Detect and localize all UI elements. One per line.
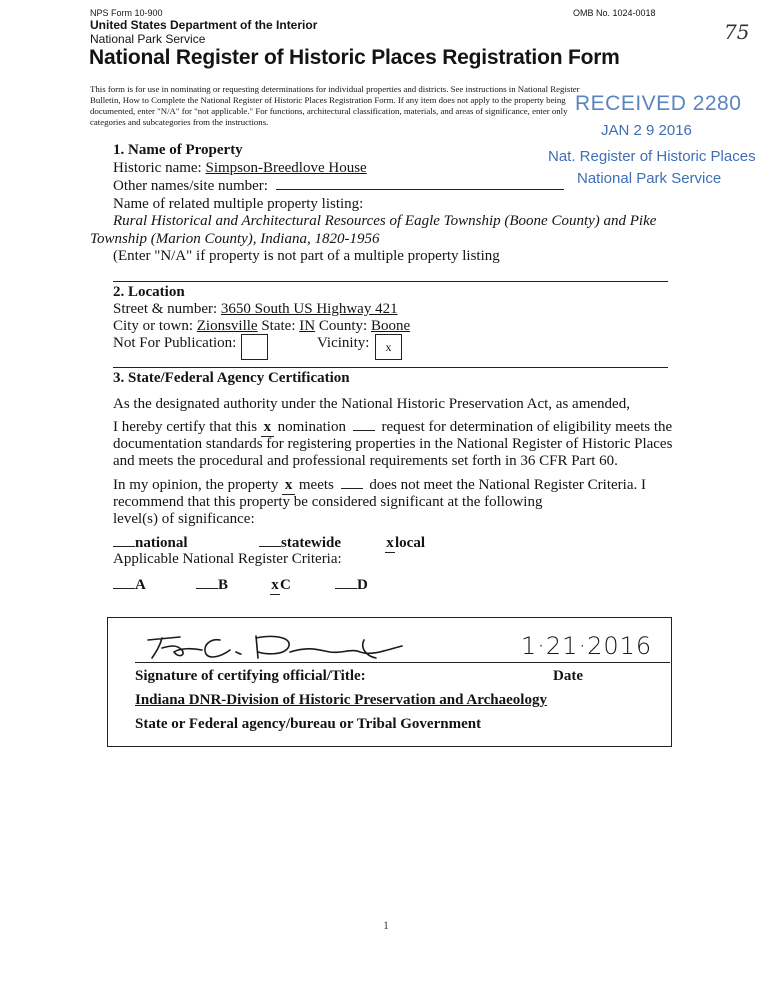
national-check[interactable] [113,546,135,547]
local-label: local [395,535,425,551]
certify-text: I hereby certify that this [113,419,258,435]
historic-name-value: Simpson-Breedlove House [205,160,367,176]
criterion-a-check[interactable] [113,588,135,589]
other-names-label: Other names/site number: [113,178,268,194]
received-date-stamp: JAN 2 9 2016 [601,122,692,139]
meets-check[interactable]: x [282,477,295,495]
instructions-line: categories and subcategories from the instructions. [90,117,269,127]
handwritten-signature [140,628,420,666]
does-not-meet-check[interactable] [341,488,363,489]
received-stamp: RECEIVED 2280 [575,92,742,115]
criterion-c-check[interactable]: x [271,577,279,593]
historic-name-label: Historic name: [113,160,202,176]
handwritten-page-mark: 75 [724,20,750,44]
section3-heading: 3. State/Federal Agency Certification [113,370,350,386]
criterion-c-label: C [280,577,291,593]
form-number: NPS Form 10-900 [90,8,163,18]
level-local [385,535,425,553]
department-name: United States Department of the Interior [90,18,318,32]
instructions-line: Bulletin, How to Complete the National Register of Historic Places Registration Form. If any item does not apply to the property being [90,95,566,105]
level-statewide [259,535,341,552]
date-label: Date [553,668,583,684]
determination-check[interactable] [353,430,375,431]
city-value: Zionsville [196,318,258,334]
meets-label: meets [298,477,334,493]
omb-number: OMB No. 1024-0018 [573,8,656,18]
instructions-line: This form is for use in nominating or requesting determinations for individual properties and districts. See instructions in National Register [90,84,580,94]
instructions-text [90,84,580,128]
certify-line: documentation standards for registering properties in the National Register of Historic Places [113,436,673,452]
register-stamp: Nat. Register of Historic Places [548,148,756,165]
other-names-row [113,178,564,195]
vicinity-label: Vicinity: [317,335,370,351]
form-title: National Register of Historic Places Registration Form [89,46,620,69]
state-value: IN [299,318,316,334]
certify-line [113,419,672,437]
agency-label: State or Federal agency/bureau or Tribal Government [135,716,482,732]
opinion-line: level(s) of significance: [113,511,255,527]
official-title-label: Signature of certifying official/Title: [135,668,366,684]
opinion-line: recommend that this property be considered significant at the following [113,494,543,510]
not-for-publication-label: Not For Publication: [113,335,237,351]
street-value: 3650 South US Highway 421 [220,301,398,317]
local-check[interactable]: x [386,535,394,551]
city-row [113,318,410,335]
multiple-listing-line: Rural Historical and Architectural Resources of Eagle Township (Boone County) and Pike [113,213,657,229]
section1-heading: 1. Name of Property [113,142,243,158]
certify-line: and meets the procedural and professional requirements set forth in 36 CFR Part 60. [113,453,618,469]
opinion-line [113,477,646,495]
authority-text: As the designated authority under the National Historic Preservation Act, as amended, [113,396,630,412]
certify-text: request for determination of eligibility meets the [381,419,673,435]
criterion-b-check[interactable] [196,588,218,589]
multiple-listing-note: (Enter "N/A" if property is not part of a multiple property listing [113,248,500,264]
vicinity-checkbox[interactable]: x [375,334,402,360]
nomination-label: nomination [277,419,346,435]
statewide-label: statewide [281,535,341,551]
instructions-line: documented, enter "N/A" for "not applicable." For functions, architectural classification, materials, and areas of significance, enter only [90,106,568,116]
criterion-a [113,577,146,594]
not-for-publication-checkbox[interactable] [241,334,268,360]
page-number: 1 [383,918,389,932]
opinion-text: does not meet the National Register Criteria. I [369,477,646,493]
criterion-a-label: A [135,577,146,593]
criterion-d [335,577,368,594]
agency-name: National Park Service [90,32,206,46]
certifying-office: Indiana DNR-Division of Historic Preservation and Archaeology [135,692,547,708]
street-row [113,301,398,318]
national-label: national [135,535,188,551]
section2-heading: 2. Location [113,284,185,300]
park-service-stamp: National Park Service [577,170,722,187]
criteria-label: Applicable National Register Criteria: [113,551,342,567]
criterion-b [196,577,228,594]
section-divider [113,281,668,282]
street-label: Street & number: [113,301,218,317]
historic-name-row [113,160,367,177]
level-national [113,535,188,552]
county-label: County: [318,318,368,334]
county-value: Boone [370,318,411,334]
state-label: State: [261,318,296,334]
criterion-c [270,577,291,595]
opinion-text: In my opinion, the property [113,477,279,493]
criterion-d-label: D [357,577,368,593]
statewide-check[interactable] [259,546,281,547]
section-divider [113,367,668,368]
criterion-b-label: B [218,577,229,593]
multiple-listing-label: Name of related multiple property listing: [113,196,364,212]
nomination-check[interactable]: x [261,419,274,437]
signature-line [135,662,670,663]
multiple-listing-line: Township (Marion County), Indiana, 1820-1956 [90,231,380,247]
city-label: City or town: [113,318,194,334]
other-names-field[interactable] [276,189,564,190]
handwritten-date: 1·21·2016 [521,632,653,660]
criterion-d-check[interactable] [335,588,357,589]
